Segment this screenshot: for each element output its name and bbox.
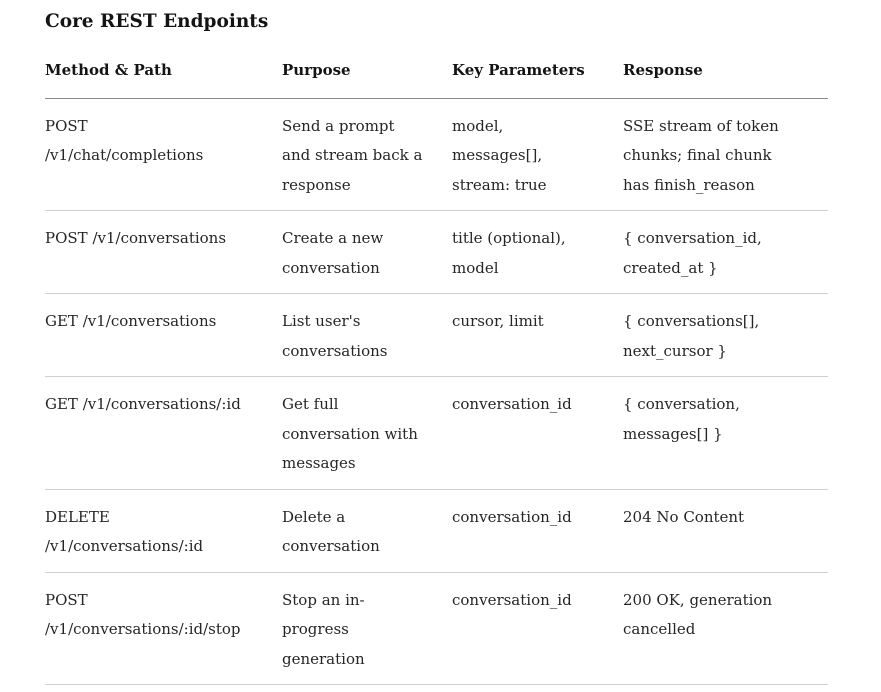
table-row (45, 489, 828, 572)
section-title: Core REST Endpoints (45, 11, 269, 32)
cell-text-line: Get full (282, 395, 339, 413)
cell-key-parameters (452, 294, 623, 377)
cell-method-path (45, 489, 282, 572)
cell-text-line: created_at } (623, 258, 718, 277)
cell-text-line: List user's (282, 312, 361, 330)
cell-text-line: GET /v1/conversations/:id (45, 395, 241, 413)
cell-text-line: /v1/chat/completions (45, 146, 204, 164)
table-body (45, 98, 828, 685)
cell-text-line: conversation with (282, 424, 418, 443)
cell-purpose (282, 294, 452, 377)
cell-text-line: POST (45, 590, 88, 609)
cell-text-line: response (282, 175, 351, 194)
cell-response (623, 489, 828, 572)
cell-text-line: messages[] } (623, 424, 723, 443)
cell-key-parameters (452, 572, 623, 685)
cell-method-path (45, 294, 282, 377)
cell-text-line: cancelled (623, 620, 696, 638)
column-header-method-path: Method & Path (45, 50, 282, 98)
cell-text-line: DELETE (45, 507, 110, 526)
cell-text-line: conversation_id (452, 395, 572, 413)
cell-response (623, 572, 828, 685)
cell-text-line: messages[], (452, 146, 543, 164)
cell-response (623, 377, 828, 490)
cell-text-line: { conversations[], (623, 312, 760, 330)
column-header-purpose: Purpose (282, 50, 452, 98)
cell-response (623, 98, 828, 211)
cell-purpose (282, 211, 452, 294)
cell-method-path (45, 377, 282, 490)
table-header (45, 50, 828, 98)
cell-text-line: chunks; final chunk (623, 146, 772, 164)
cell-text-line: has finish_reason (623, 175, 755, 194)
cell-purpose (282, 98, 452, 211)
table-row (45, 211, 828, 294)
cell-text-line: POST /v1/conversations (45, 229, 227, 247)
cell-text-line: next_cursor } (623, 341, 727, 360)
cell-text-line: /v1/conversations/:id (45, 537, 204, 555)
header-row (45, 50, 828, 98)
table-row (45, 572, 828, 685)
cell-key-parameters (452, 98, 623, 211)
cell-text-line: conversation (282, 258, 380, 277)
cell-text-line: messages (282, 454, 356, 472)
cell-key-parameters (452, 211, 623, 294)
cell-text-line: { conversation, (623, 395, 740, 413)
cell-text-line: POST (45, 116, 88, 135)
cell-purpose (282, 377, 452, 490)
cell-text-line: conversations (282, 341, 388, 360)
endpoints-table (45, 50, 828, 685)
cell-method-path (45, 572, 282, 685)
cell-text-line: /v1/conversations/:id/stop (45, 620, 241, 638)
cell-text-line: stream: true (452, 175, 547, 194)
column-header-response: Response (623, 50, 828, 98)
cell-method-path (45, 211, 282, 294)
cell-key-parameters (452, 489, 623, 572)
cell-text-line: { conversation_id, (623, 229, 762, 247)
cell-text-line: Create a new (282, 229, 384, 247)
table-row (45, 98, 828, 211)
cell-purpose (282, 489, 452, 572)
table-row (45, 294, 828, 377)
cell-purpose (282, 572, 452, 685)
cell-text-line: Delete a (282, 507, 346, 526)
cell-text-line: conversation_id (452, 590, 572, 609)
cell-text-line: model (452, 258, 499, 277)
cell-text-line: SSE stream of token (623, 116, 779, 135)
column-header-key-parameters: Key Parameters (452, 50, 623, 98)
cell-text-line: progress (282, 620, 349, 638)
cell-text-line: 200 OK, generation (623, 590, 773, 609)
cell-text-line: cursor, limit (452, 312, 544, 330)
cell-text-line: conversation (282, 537, 380, 555)
cell-text-line: model, (452, 116, 504, 135)
cell-response (623, 211, 828, 294)
cell-key-parameters (452, 377, 623, 490)
cell-text-line: Stop an in- (282, 590, 365, 609)
cell-text-line: GET /v1/conversations (45, 312, 217, 330)
cell-text-line: title (optional), (452, 229, 566, 247)
table-row (45, 377, 828, 490)
cell-text-line: conversation_id (452, 507, 572, 526)
cell-response (623, 294, 828, 377)
cell-text-line: Send a prompt (282, 116, 395, 135)
cell-text-line: 204 No Content (623, 507, 745, 526)
cell-text-line: generation (282, 649, 365, 668)
cell-text-line: and stream back a (282, 146, 423, 164)
cell-method-path (45, 98, 282, 211)
